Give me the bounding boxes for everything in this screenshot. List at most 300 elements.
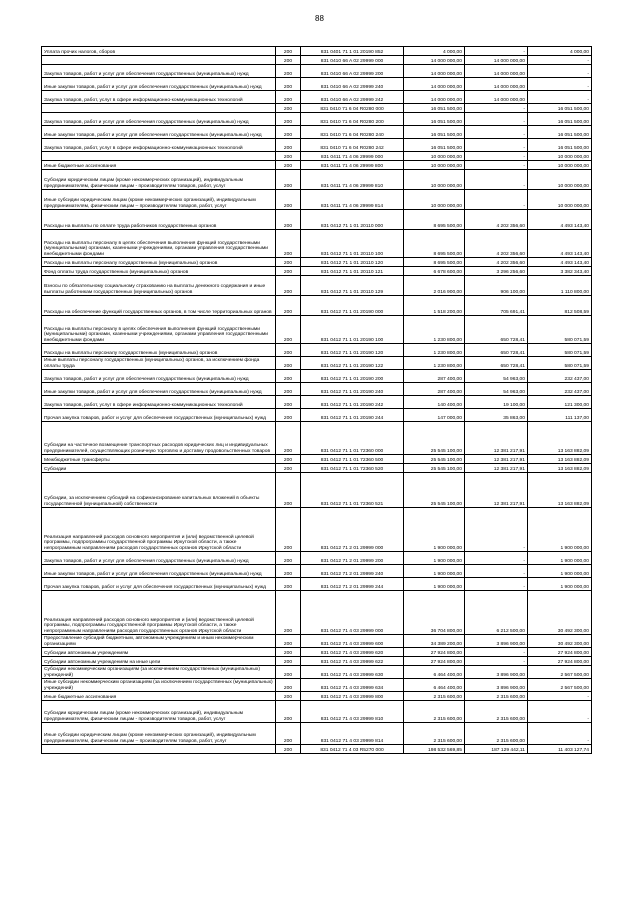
row-amount-executed: 650 728,41 — [465, 357, 528, 370]
row-classifier: 831 0410 66 A 02 29999 000 — [301, 56, 404, 65]
row-classifier: 831 0411 71 4 06 29999 814 — [301, 190, 404, 210]
table-row — [42, 383, 592, 396]
row-name: Закупка товаров, работ, услуг в сфере информационно-коммуникационных технологий — [42, 139, 276, 152]
row-code: 200 — [276, 344, 301, 357]
row-classifier: 831 0412 71 1 01 20110 120 — [301, 258, 404, 267]
row-code: 200 — [276, 552, 301, 565]
row-amount-remaining: 27 924 800,00 — [528, 657, 592, 666]
row-classifier: 831 0412 71 2 01 29999 000 — [301, 508, 404, 552]
table-row — [42, 370, 592, 383]
row-name: Иные субсидии некоммерческим организациям (за исключением государственных (муниципальных) учреждений) — [42, 679, 276, 692]
row-amount-planned: 10 000 000,00 — [404, 190, 465, 210]
table-row — [42, 104, 592, 113]
row-amount-executed: - — [465, 190, 528, 210]
row-amount-planned: 8 695 500,00 — [404, 230, 465, 258]
row-name: Иные субсидии юридическим лицам (кроме некоммерческих организаций), индивидуальным предпринимателям, физическим лицам – производителям товаров, работ, услуг — [42, 190, 276, 210]
row-classifier: 831 0412 71 4 03 29999 814 — [301, 723, 404, 745]
row-name: Иные субсидии юридическим лицам (кроме некоммерческих организаций), индивидуальным предпринимателям, физическим лицам – производителям товаров, работ, услуг — [42, 723, 276, 745]
row-code: 200 — [276, 91, 301, 104]
row-code: 200 — [276, 370, 301, 383]
row-amount-remaining: - — [528, 78, 592, 91]
row-name: Иные закупки товаров, работ и услуг для обеспечения государственных (муниципальных) нужд — [42, 383, 276, 396]
row-name: Прочая закупка товаров, работ и услуг для обеспечения государственных (муниципальных) нужд — [42, 409, 276, 422]
row-amount-remaining: 10 000 000,00 — [528, 152, 592, 161]
row-code: 200 — [276, 422, 301, 455]
row-classifier: 831 0412 71 1 01 20190 240 — [301, 383, 404, 396]
row-code: 200 — [276, 161, 301, 170]
row-amount-executed: 14 000 000,00 — [465, 56, 528, 65]
table-row — [42, 47, 592, 56]
row-amount-remaining: 11 403 127,74 — [528, 745, 592, 754]
row-amount-planned: 14 000 000,00 — [404, 78, 465, 91]
row-amount-planned: 1 900 000,00 — [404, 508, 465, 552]
row-name: Субсидии юридическим лицам (кроме некоммерческих организаций), индивидуальным предпринимателям, физическим лицам - производителям товаров, работ, услуг — [42, 701, 276, 723]
row-classifier: 831 0412 71 1 01 20110 129 — [301, 276, 404, 296]
row-amount-executed: - — [465, 139, 528, 152]
row-amount-remaining: 1 900 000,00 — [528, 552, 592, 565]
row-name: Иные бюджетные ассигнования — [42, 692, 276, 701]
row-name: Закупка товаров, работ и услуг для обеспечения государственных (муниципальных) нужд — [42, 65, 276, 78]
row-amount-executed: 14 000 000,00 — [465, 65, 528, 78]
table-row — [42, 258, 592, 267]
row-amount-planned: 16 051 500,00 — [404, 126, 465, 139]
row-name: Закупка товаров, работ и услуг для обеспечения государственных (муниципальных) нужд — [42, 370, 276, 383]
row-classifier: 831 0411 71 4 06 29999 800 — [301, 161, 404, 170]
row-classifier: 831 0410 66 A 02 29999 242 — [301, 91, 404, 104]
table-row — [42, 723, 592, 745]
row-amount-planned: 10 000 000,00 — [404, 161, 465, 170]
row-amount-planned: 16 051 500,00 — [404, 139, 465, 152]
row-amount-executed: 19 100,00 — [465, 396, 528, 409]
table-row — [42, 409, 592, 422]
row-amount-planned: 1 900 000,00 — [404, 565, 465, 578]
row-amount-remaining: - — [528, 701, 592, 723]
row-amount-planned: 2 315 600,00 — [404, 701, 465, 723]
row-amount-remaining: 13 163 882,09 — [528, 422, 592, 455]
row-amount-planned: 1 900 000,00 — [404, 552, 465, 565]
row-amount-executed: - — [465, 578, 528, 591]
row-code: 200 — [276, 383, 301, 396]
row-name: Предоставление субсидий бюджетным, автономным учреждениям и иным некоммерческим организациям — [42, 635, 276, 648]
row-amount-executed: - — [465, 508, 528, 552]
row-code: 200 — [276, 565, 301, 578]
table-row — [42, 344, 592, 357]
row-classifier: 831 0412 71 2 01 29999 200 — [301, 552, 404, 565]
row-name: Субсидии на частичное возмещение транспортных расходов юридических лиц и индивидуальных предпринимателей, осуществляющих розничную торговлю и доставку продовольственных товаров — [42, 422, 276, 455]
row-classifier: 831 0412 71 1 01 72360 000 — [301, 422, 404, 455]
row-code: 200 — [276, 657, 301, 666]
row-amount-planned: 36 704 800,00 — [404, 591, 465, 635]
row-amount-executed: - — [465, 170, 528, 190]
row-classifier: 831 0412 71 1 01 20110 000 — [301, 210, 404, 230]
row-code: 200 — [276, 170, 301, 190]
table-row — [42, 591, 592, 635]
row-amount-planned: 14 000 000,00 — [404, 65, 465, 78]
row-amount-executed: 12 381 217,91 — [465, 473, 528, 508]
table-row — [42, 578, 592, 591]
row-amount-executed: 650 728,41 — [465, 344, 528, 357]
row-code: 200 — [276, 104, 301, 113]
row-amount-executed: 4 202 356,60 — [465, 258, 528, 267]
table-row — [42, 464, 592, 473]
row-amount-planned: 1 900 000,00 — [404, 578, 465, 591]
row-amount-executed: - — [465, 152, 528, 161]
row-code: 200 — [276, 78, 301, 91]
row-classifier: 831 0412 71 4 03 R5270 000 — [301, 745, 404, 754]
row-amount-planned: 1 230 800,00 — [404, 357, 465, 370]
row-amount-executed: 14 000 000,00 — [465, 78, 528, 91]
row-amount-executed: 4 202 356,60 — [465, 230, 528, 258]
table-row — [42, 657, 592, 666]
row-classifier: 831 0412 71 4 03 29999 620 — [301, 648, 404, 657]
row-amount-executed: - — [465, 113, 528, 126]
row-amount-executed: - — [465, 657, 528, 666]
row-classifier: 831 0412 71 1 01 72360 521 — [301, 473, 404, 508]
row-code: 200 — [276, 455, 301, 464]
row-code: 200 — [276, 190, 301, 210]
row-code: 200 — [276, 276, 301, 296]
row-amount-executed: 14 000 000,00 — [465, 91, 528, 104]
row-classifier: 831 0412 71 2 01 29999 244 — [301, 578, 404, 591]
row-amount-remaining: 232 437,00 — [528, 370, 592, 383]
row-name: Реализация направлений расходов основного мероприятия и (или) ведомственной целевой программы, подпрограммы государственной программы Иркутской области, а также непрограммным направлениям расходов государственных органов Иркутской области — [42, 508, 276, 552]
row-amount-planned: 8 695 500,00 — [404, 258, 465, 267]
row-amount-executed: 3 896 900,00 — [465, 635, 528, 648]
row-amount-executed: 650 728,41 — [465, 316, 528, 344]
row-amount-planned: 25 545 100,00 — [404, 422, 465, 455]
row-amount-executed: 705 691,41 — [465, 296, 528, 316]
row-classifier: 831 0412 71 4 03 29999 634 — [301, 679, 404, 692]
row-classifier: 831 0410 66 A 02 29999 240 — [301, 78, 404, 91]
row-amount-planned: 6 678 600,00 — [404, 267, 465, 276]
row-amount-planned: 25 545 100,00 — [404, 464, 465, 473]
table-row — [42, 455, 592, 464]
row-classifier: 831 0410 71 6 04 R0280 240 — [301, 126, 404, 139]
row-amount-remaining: - — [528, 91, 592, 104]
row-amount-planned: 16 051 500,00 — [404, 104, 465, 113]
row-classifier: 831 0410 71 6 04 R0280 000 — [301, 104, 404, 113]
row-amount-remaining: 10 000 000,00 — [528, 170, 592, 190]
row-amount-executed: - — [465, 648, 528, 657]
row-amount-remaining: 1 900 000,00 — [528, 508, 592, 552]
row-classifier: 831 0410 66 A 02 29999 200 — [301, 65, 404, 78]
row-name: Расходы на выплаты персоналу в целях обеспечения выполнения функций государственными (муниципальными) органами, казенными учреждениями, органами управления государственными внебюджетными фондами — [42, 316, 276, 344]
row-name — [42, 104, 276, 113]
row-amount-remaining: - — [528, 692, 592, 701]
row-amount-executed: - — [465, 565, 528, 578]
row-amount-remaining: 121 300,00 — [528, 396, 592, 409]
row-amount-remaining: 16 051 500,00 — [528, 113, 592, 126]
table-row — [42, 701, 592, 723]
table-row — [42, 139, 592, 152]
row-amount-remaining: 4 000,00 — [528, 47, 592, 56]
table-row — [42, 357, 592, 370]
row-amount-planned: 2 016 900,00 — [404, 276, 465, 296]
row-name — [42, 56, 276, 65]
row-code: 200 — [276, 152, 301, 161]
row-amount-planned: 2 315 600,00 — [404, 692, 465, 701]
row-amount-executed: 54 963,00 — [465, 370, 528, 383]
row-amount-planned: 34 389 200,00 — [404, 635, 465, 648]
row-amount-planned: 287 400,00 — [404, 370, 465, 383]
row-amount-executed: - — [465, 552, 528, 565]
row-name: Межбюджетные трансферты — [42, 455, 276, 464]
row-classifier: 831 0412 71 1 01 20190 200 — [301, 370, 404, 383]
row-amount-remaining: - — [528, 56, 592, 65]
row-amount-remaining: 2 567 500,00 — [528, 679, 592, 692]
row-amount-remaining: 1 900 000,00 — [528, 578, 592, 591]
row-classifier: 831 0412 71 1 01 20110 100 — [301, 230, 404, 258]
row-amount-planned: 27 924 800,00 — [404, 657, 465, 666]
row-amount-planned: 6 464 400,00 — [404, 679, 465, 692]
row-name: Субсидии автономным учреждениям на иные цели — [42, 657, 276, 666]
row-amount-remaining: 16 051 500,00 — [528, 104, 592, 113]
table-row — [42, 648, 592, 657]
row-classifier: 831 0412 71 1 01 20190 100 — [301, 316, 404, 344]
row-code: 200 — [276, 267, 301, 276]
row-classifier: 831 0412 71 1 01 72360 500 — [301, 455, 404, 464]
table-row — [42, 91, 592, 104]
row-code: 200 — [276, 357, 301, 370]
row-code: 200 — [276, 113, 301, 126]
row-name: Закупка товаров, работ и услуг для обеспечения государственных (муниципальных) нужд — [42, 113, 276, 126]
budget-table — [41, 46, 592, 754]
row-amount-executed: - — [465, 104, 528, 113]
table-row — [42, 508, 592, 552]
row-amount-remaining: 2 567 500,00 — [528, 666, 592, 679]
row-name: Фонд оплаты труда государственных (муниципальных) органов — [42, 267, 276, 276]
table-row — [42, 396, 592, 409]
row-name — [42, 152, 276, 161]
row-code: 200 — [276, 296, 301, 316]
row-amount-remaining: 580 071,59 — [528, 316, 592, 344]
row-amount-remaining: 27 924 800,00 — [528, 648, 592, 657]
row-classifier: 831 0412 71 1 01 20110 121 — [301, 267, 404, 276]
row-classifier: 831 0412 71 4 03 29999 810 — [301, 701, 404, 723]
row-name: Уплата прочих налогов, сборов — [42, 47, 276, 56]
row-code: 200 — [276, 473, 301, 508]
row-amount-executed: 906 100,00 — [465, 276, 528, 296]
table-row — [42, 473, 592, 508]
row-amount-remaining: 812 508,59 — [528, 296, 592, 316]
row-amount-remaining: 10 000 000,00 — [528, 190, 592, 210]
row-name: Расходы на выплаты персоналу государственных (муниципальных) органов — [42, 344, 276, 357]
table-row — [42, 170, 592, 190]
row-name: Субсидии некоммерческим организациям (за исключением государственных (муниципальных) учреждений) — [42, 666, 276, 679]
row-amount-planned: 2 315 600,00 — [404, 723, 465, 745]
table-row — [42, 666, 592, 679]
row-code: 200 — [276, 230, 301, 258]
row-code: 200 — [276, 396, 301, 409]
table-row — [42, 276, 592, 296]
row-code: 200 — [276, 508, 301, 552]
row-amount-executed: 2 315 600,00 — [465, 692, 528, 701]
row-code: 200 — [276, 126, 301, 139]
row-classifier: 831 0412 71 1 01 20190 120 — [301, 344, 404, 357]
row-amount-executed: 3 896 900,00 — [465, 666, 528, 679]
row-amount-planned: 198 532 569,85 — [404, 745, 465, 754]
row-amount-remaining: 1 900 000,00 — [528, 565, 592, 578]
row-amount-planned: 14 000 000,00 — [404, 91, 465, 104]
table-row — [42, 56, 592, 65]
table-row — [42, 692, 592, 701]
row-name: Иные бюджетные ассигнования — [42, 161, 276, 170]
row-amount-planned: 147 000,00 — [404, 409, 465, 422]
row-name: Реализация направлений расходов основного мероприятия и (или) ведомственной целевой программы, подпрограммы государственной программы Иркутской области, а также непрограммным направлениям расходов государственных органов Иркутской области — [42, 591, 276, 635]
row-amount-planned: 287 400,00 — [404, 383, 465, 396]
table-row — [42, 161, 592, 170]
row-code: 200 — [276, 409, 301, 422]
table-row — [42, 745, 592, 754]
row-amount-planned: 14 000 000,00 — [404, 56, 465, 65]
row-amount-executed: 6 212 500,00 — [465, 591, 528, 635]
row-classifier: 831 0412 71 2 01 29999 240 — [301, 565, 404, 578]
table-row — [42, 190, 592, 210]
row-amount-planned: 8 695 500,00 — [404, 210, 465, 230]
row-name: Иные выплаты персоналу государственных (муниципальных) органов, за исключением фонда оплаты труда — [42, 357, 276, 370]
table-row — [42, 316, 592, 344]
table-row — [42, 113, 592, 126]
row-code: 200 — [276, 65, 301, 78]
row-name: Взносы по обязательному социальному страхованию на выплаты денежного содержания и иные выплаты работникам государственных (муниципальных) органов — [42, 276, 276, 296]
row-amount-planned: 25 545 100,00 — [404, 473, 465, 508]
row-amount-remaining: 10 000 000,00 — [528, 161, 592, 170]
table-row — [42, 296, 592, 316]
table-row — [42, 679, 592, 692]
row-classifier: 831 0411 71 4 06 29999 810 — [301, 170, 404, 190]
row-name: Иные закупки товаров, работ и услуг для обеспечения государственных (муниципальных) нужд — [42, 565, 276, 578]
row-amount-remaining: 232 437,00 — [528, 383, 592, 396]
row-name: Прочая закупка товаров, работ и услуг для обеспечения государственных (муниципальных) нужд — [42, 578, 276, 591]
row-classifier: 831 0412 71 4 03 29999 622 — [301, 657, 404, 666]
row-amount-planned: 1 230 800,00 — [404, 344, 465, 357]
row-code: 200 — [276, 635, 301, 648]
row-amount-remaining: 13 163 882,09 — [528, 473, 592, 508]
table-row — [42, 230, 592, 258]
row-name: Расходы на обеспечение функций государственных органов, в том числе территориальных органов — [42, 296, 276, 316]
row-amount-executed: 12 381 217,91 — [465, 455, 528, 464]
row-amount-remaining: 580 071,59 — [528, 344, 592, 357]
row-classifier: 831 0412 71 4 03 29999 800 — [301, 692, 404, 701]
row-name: Иные закупки товаров, работ и услуг для обеспечения государственных (муниципальных) нужд — [42, 126, 276, 139]
row-amount-remaining: 16 051 500,00 — [528, 126, 592, 139]
row-name: Субсидии — [42, 464, 276, 473]
row-name: Закупка товаров, работ, услуг в сфере информационно-коммуникационных технологий — [42, 91, 276, 104]
row-classifier: 831 0410 71 6 04 R0280 200 — [301, 113, 404, 126]
row-amount-remaining: - — [528, 723, 592, 745]
row-amount-remaining: 4 493 143,40 — [528, 210, 592, 230]
row-amount-planned: 10 000 000,00 — [404, 152, 465, 161]
row-amount-planned: 6 464 400,00 — [404, 666, 465, 679]
row-code: 200 — [276, 578, 301, 591]
row-amount-executed: 3 896 900,00 — [465, 679, 528, 692]
row-amount-executed: 54 963,00 — [465, 383, 528, 396]
row-amount-executed: 187 129 442,11 — [465, 745, 528, 754]
row-amount-executed: - — [465, 47, 528, 56]
row-amount-remaining: 30 492 300,00 — [528, 635, 592, 648]
row-amount-executed: 2 315 600,00 — [465, 701, 528, 723]
row-code: 200 — [276, 316, 301, 344]
row-amount-planned: 16 051 500,00 — [404, 113, 465, 126]
row-amount-planned: 4 000,00 — [404, 47, 465, 56]
row-amount-remaining: 1 110 800,00 — [528, 276, 592, 296]
row-name: Закупка товаров, работ, услуг в сфере информационно-коммуникационных технологий — [42, 396, 276, 409]
row-amount-remaining: 13 163 882,09 — [528, 455, 592, 464]
row-amount-executed: 12 381 217,91 — [465, 464, 528, 473]
row-code: 200 — [276, 258, 301, 267]
row-classifier: 831 0411 71 4 06 29999 000 — [301, 152, 404, 161]
row-amount-remaining: 580 071,59 — [528, 357, 592, 370]
row-code: 200 — [276, 591, 301, 635]
row-amount-executed: - — [465, 126, 528, 139]
row-amount-executed: 2 315 600,00 — [465, 723, 528, 745]
row-amount-planned: 25 545 100,00 — [404, 455, 465, 464]
row-amount-remaining: 4 493 143,40 — [528, 230, 592, 258]
table-row — [42, 565, 592, 578]
row-code: 200 — [276, 47, 301, 56]
row-amount-planned: 1 230 800,00 — [404, 316, 465, 344]
row-amount-executed: 35 863,00 — [465, 409, 528, 422]
table-row — [42, 210, 592, 230]
row-classifier: 831 0412 71 1 01 20190 000 — [301, 296, 404, 316]
row-code: 200 — [276, 692, 301, 701]
row-classifier: 831 0412 71 4 03 29999 600 — [301, 635, 404, 648]
budget-table-body — [42, 47, 592, 754]
row-classifier: 831 0412 71 1 01 20190 242 — [301, 396, 404, 409]
row-code: 200 — [276, 701, 301, 723]
row-amount-executed: - — [465, 161, 528, 170]
row-code: 200 — [276, 723, 301, 745]
page-number: 88 — [315, 14, 324, 23]
row-name: Расходы на выплаты персоналу государственных (муниципальных) органов — [42, 258, 276, 267]
table-row — [42, 635, 592, 648]
row-amount-remaining: 4 493 143,40 — [528, 258, 592, 267]
table-row — [42, 267, 592, 276]
row-amount-remaining: 30 492 300,00 — [528, 591, 592, 635]
table-row — [42, 65, 592, 78]
row-name: Иные закупки товаров, работ и услуг для обеспечения государственных (муниципальных) нужд — [42, 78, 276, 91]
row-code: 200 — [276, 464, 301, 473]
row-amount-remaining: 16 051 500,00 — [528, 139, 592, 152]
table-row — [42, 152, 592, 161]
table-row — [42, 78, 592, 91]
row-code: 200 — [276, 745, 301, 754]
row-name: Субсидии, за исключением субсидий на софинансирование капитальных вложений в объекты государственной (муниципальной) собственности — [42, 473, 276, 508]
table-row — [42, 126, 592, 139]
row-code: 200 — [276, 139, 301, 152]
row-code: 200 — [276, 666, 301, 679]
table-row — [42, 552, 592, 565]
row-name: Субсидии юридическим лицам (кроме некоммерческих организаций), индивидуальным предпринимателям, физическим лицам - производителям товаров, работ, услуг — [42, 170, 276, 190]
row-amount-remaining: 3 382 343,40 — [528, 267, 592, 276]
row-code: 200 — [276, 679, 301, 692]
row-classifier: 831 0412 71 4 03 29999 630 — [301, 666, 404, 679]
row-name: Закупка товаров, работ и услуг для обеспечения государственных (муниципальных) нужд — [42, 552, 276, 565]
row-amount-planned: 10 000 000,00 — [404, 170, 465, 190]
row-classifier: 831 0412 71 4 03 29999 000 — [301, 591, 404, 635]
row-name — [42, 745, 276, 754]
row-classifier: 831 0410 71 6 04 R0280 242 — [301, 139, 404, 152]
row-amount-planned: 27 924 800,00 — [404, 648, 465, 657]
row-amount-executed: 3 296 256,60 — [465, 267, 528, 276]
table-row — [42, 422, 592, 455]
row-code: 200 — [276, 210, 301, 230]
row-code: 200 — [276, 56, 301, 65]
row-amount-remaining: 13 163 882,09 — [528, 464, 592, 473]
row-classifier: 831 0401 71 1 01 20190 852 — [301, 47, 404, 56]
row-classifier: 831 0412 71 1 01 20190 122 — [301, 357, 404, 370]
row-name: Расходы на выплаты персоналу в целях обеспечения выполнения функций государственными (муниципальными) органами, казенными учреждениями, органами управления государственными внебюджетными фондами — [42, 230, 276, 258]
